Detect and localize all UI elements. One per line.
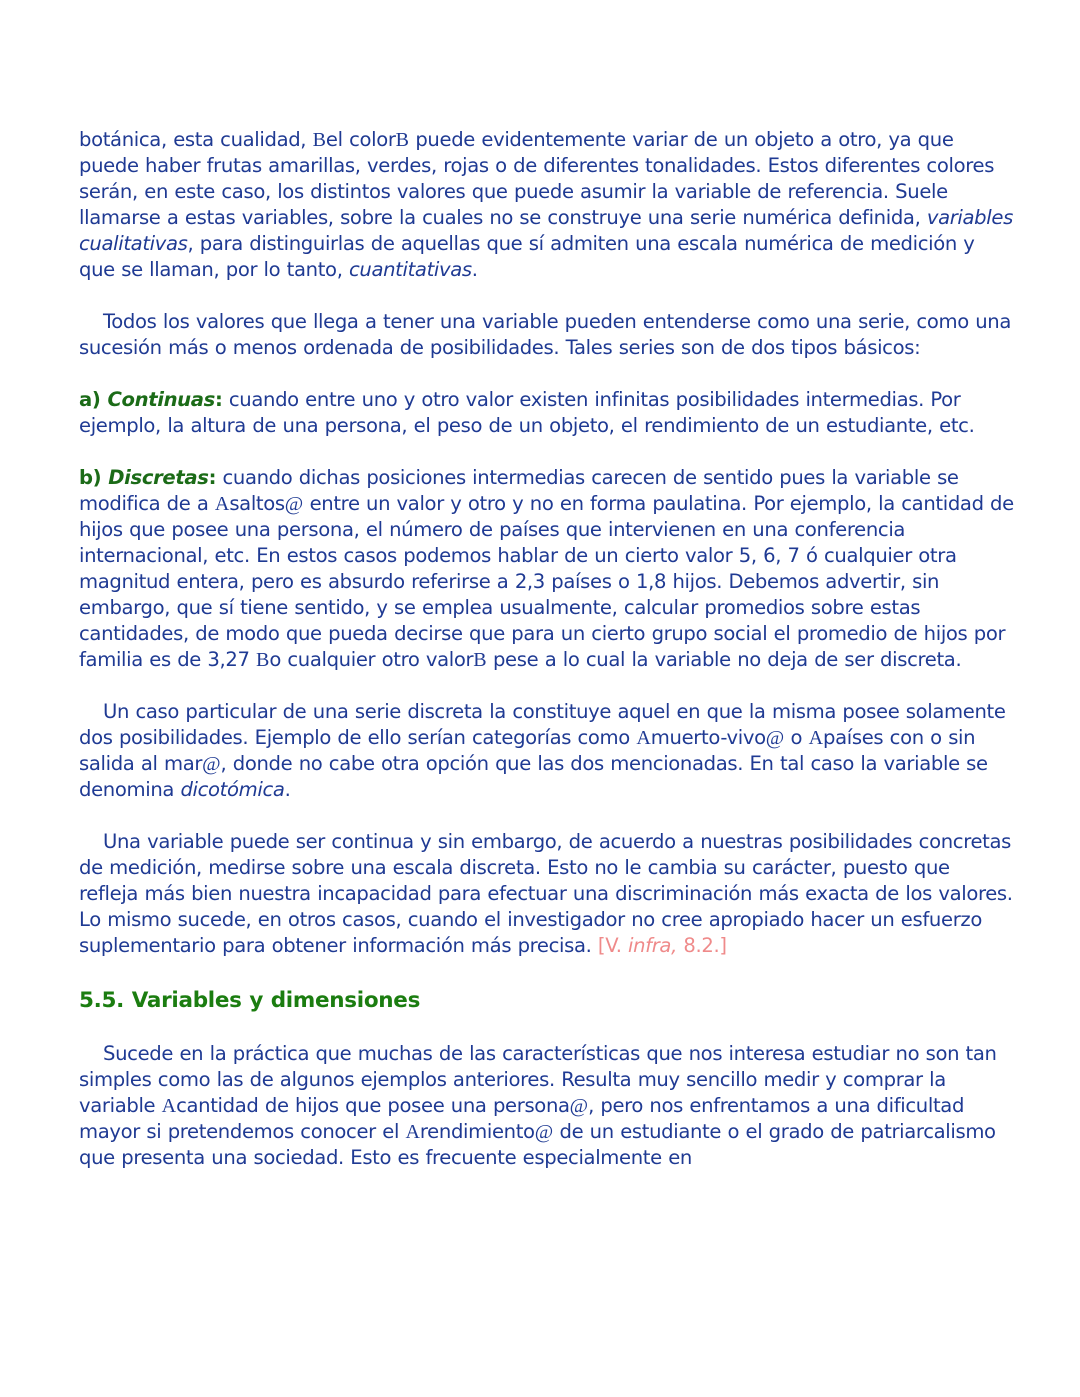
paragraph-series-types [79,309,1015,361]
text-segment: Todos los valores que llega a tener una variable pueden entenderse como una serie, como una sucesión más o menos ordenada de posibilidades. Tales series son de dos tipos básicos: [79,310,1012,359]
cross-reference-text: 8.2.] [676,934,727,957]
text-segment: , para distinguirlas de aquellas que sí admiten una escala numérica de medición y que se llaman, por lo tanto, [79,232,975,281]
paragraph-variables-dimensions [79,1041,1015,1171]
text-segment: pese a lo cual la variable no deja de ser discreta. [486,648,962,671]
emphasis-term: dicotómica [180,778,285,801]
definition-colon: : [208,466,217,489]
text-segment: cantidad de hijos que posee una persona [176,1094,570,1117]
text-segment: o cualquier otro valor [269,648,474,671]
text-segment: Una variable puede ser continua y sin embargo, de acuerdo a nuestras posibilidades concretas de medición, medirse sobre una escala discreta. Esto no le cambia su carácter, puesto que refleja más bien nuestra incapacidad para efectuar una discriminación más exacta de los valores. Lo mismo sucede, en otros casos, cuando el investigador no cree apropiado hacer un esfuerzo suplementario para obtener información más precisa. [79,830,1013,957]
text-segment: @ [569,1095,589,1117]
text-segment: B [255,649,270,671]
text-segment: B [312,129,326,151]
emphasis-term: cuantitativas [348,258,472,281]
text-segment: países con o sin salida al mar [79,726,976,775]
text-segment: o [784,726,809,749]
section-heading: 5.5. Variables y dimensiones [79,988,421,1013]
definition-text: cuando entre uno y otro valor existen infinitas posibilidades intermedias. Por ejemplo, la altura de una persona, el peso de un objeto, el rendimiento de un estudiante, etc. [79,388,975,437]
text-segment: muerto-vivo [650,726,766,749]
definition-term: Continuas [107,388,215,411]
text-segment: de un estudiante o el grado de patriarcalismo que presenta una sociedad. Esto es frecuente especialmente en [79,1120,996,1169]
definition-label: b) [79,466,109,489]
definition-label: a) [79,388,108,411]
paragraph-measurement-scale [79,829,1015,959]
document-page [79,127,1015,1171]
text-segment: rendimiento [419,1120,535,1143]
cross-reference[interactable] [598,934,727,957]
paragraph-dichotomous [79,699,1015,803]
emphasis-term: variables cualitativas [79,206,1013,255]
text-segment: @ [765,727,785,749]
text-segment: Un caso particular de una serie discreta la constituye aquel en que la misma posee solamente dos posibilidades. Ejemplo de ello serían categorías como [79,700,1006,749]
paragraph-qualitative-variables [79,127,1015,283]
text-segment: saltos [229,492,285,515]
text-segment: B [473,649,487,671]
text-segment: @ [534,1121,554,1143]
text-segment: B [395,129,409,151]
text-segment: A [808,727,824,749]
definition-continuous [79,387,1015,439]
text-segment: @ [284,493,304,515]
text-segment: botánica, esta cualidad, [79,128,313,151]
definition-discrete [79,465,1015,673]
text-segment: cuando dichas posiciones intermedias carecen de sentido pues la variable se modifica de a [79,466,959,515]
text-segment: Sucede en la práctica que muchas de las características que nos interesa estudiar no son tan simples como las de algunos ejemplos anteriores. Resulta muy sencillo medir y comprar la variable [79,1042,997,1117]
text-segment: A [405,1121,420,1143]
text-segment: A [161,1095,177,1117]
text-segment: , pero nos enfrentamos a una dificultad mayor si pretendemos conocer el [79,1094,965,1143]
text-segment: puede evidentemente variar de un objeto a otro, ya que puede haber frutas amarillas, verdes, rojas o de diferentes tonalidades. Estos diferentes colores serán, en este caso, los distintos valores que puede asumir la variable de referencia. Suele llamarse a estas variables, sobre la cuales no se construye una serie numérica definida, [79,128,995,229]
text-segment: A [214,493,230,515]
text-segment: entre un valor y otro y no en forma paulatina. Por ejemplo, la cantidad de hijos que posee una persona, el número de países que intervienen en una conferencia internacional, etc. En estos casos podemos hablar de un cierto valor 5, 6, 7 ó cualquier otra magnitud entera, pero es absurdo referirse a 2,3 países o 1,8 hijos. Debemos advertir, sin embargo, que sí tiene sentido, y se emplea usualmente, calcular promedios sobre estas cantidades, de modo que pueda decirse que para un cierto grupo social el promedio de hijos por familia es de 3,27 [79,492,1014,671]
cross-reference-text: infra, [628,934,677,957]
text-segment: . [471,258,478,281]
text-segment: @ [202,753,221,775]
cross-reference-text: [V. [597,934,628,957]
definition-colon: : [214,388,223,411]
text-segment: . [284,778,291,801]
text-segment: el color [325,128,396,151]
text-segment: , donde no cabe otra opción que las dos mencionadas. En tal caso la variable se denomina [79,752,988,801]
definition-term: Discretas [108,466,209,489]
text-segment: A [636,727,651,749]
